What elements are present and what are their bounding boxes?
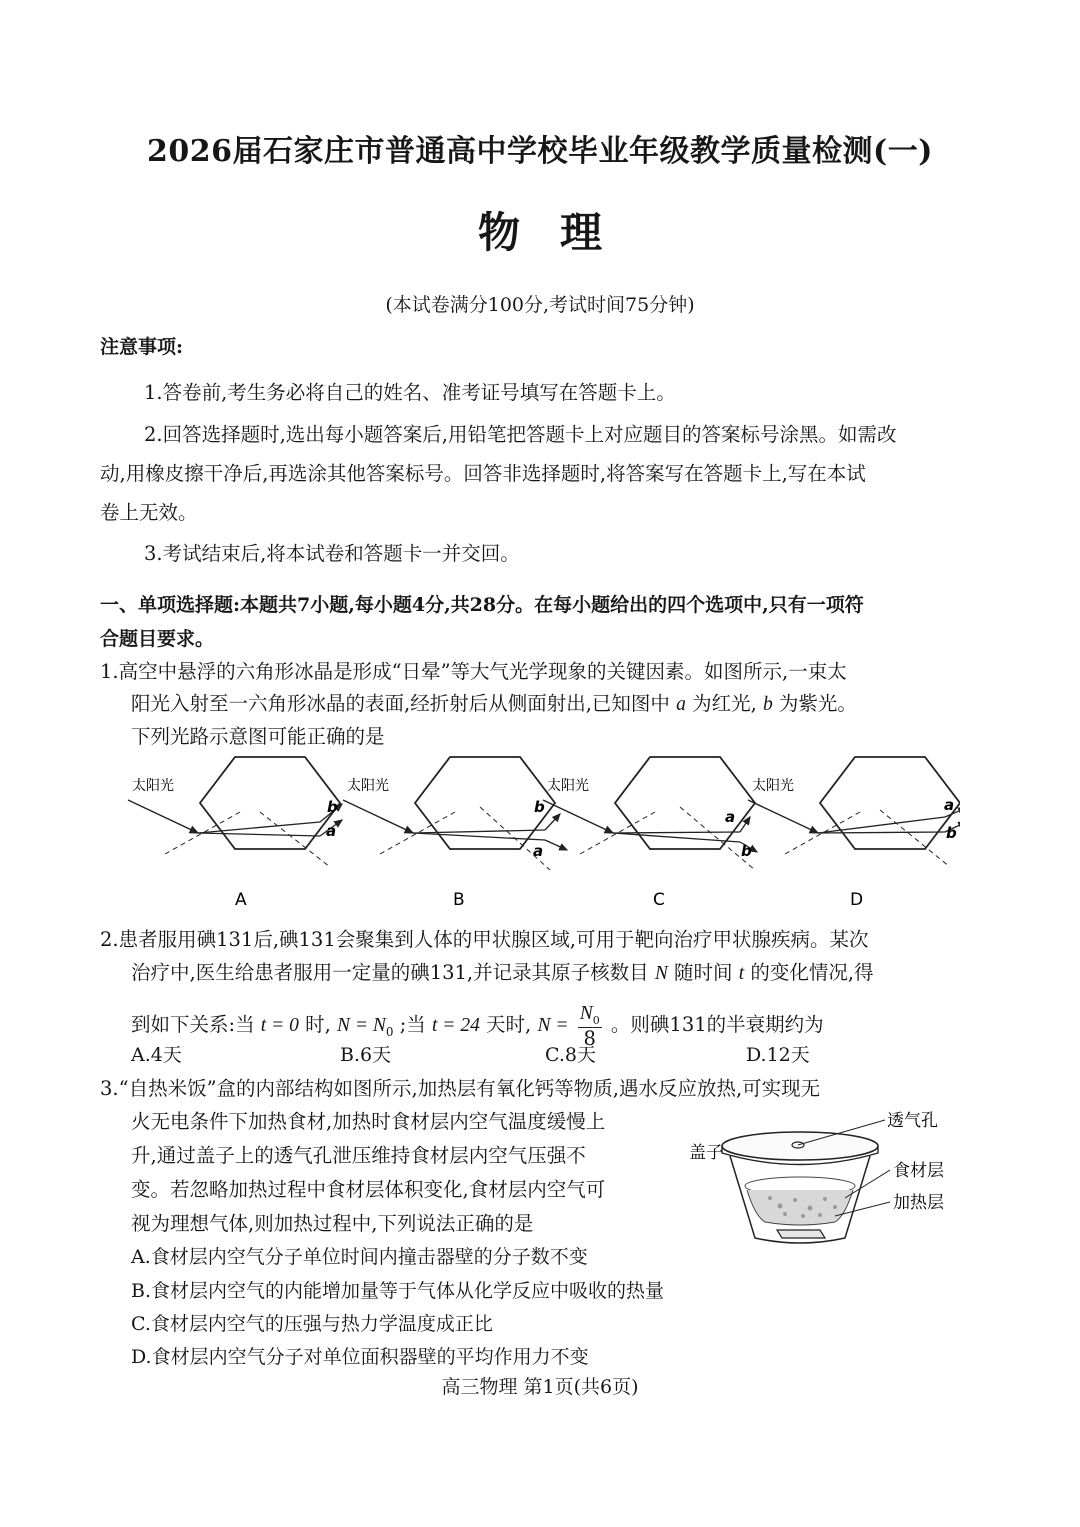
- q3-line4: 变。若忽略加热过程中食材层体积变化,食材层内空气可: [131, 1178, 606, 1201]
- self-heating-box-figure: [685, 1098, 975, 1258]
- q3-option-b: B.食材层内空气的内能增加量等于气体从化学反应中吸收的热量: [131, 1280, 665, 1302]
- notice-item-2-end: 卷上无效。: [100, 501, 198, 524]
- notice-item-2-cont: 动,用橡皮擦干净后,再选涂其他答案标号。回答非选择题时,将答案写在答题卡上,写在本试: [100, 462, 866, 485]
- half-fraction: $\frac{N_0}{8}$: [579, 1003, 600, 1050]
- q3-line2: 火无电条件下加热食材,加热时食材层内空气温度缓慢上: [131, 1110, 606, 1133]
- section-heading-cont: 合题目要求。: [100, 628, 215, 650]
- figure-c-letter: C: [653, 890, 665, 910]
- figure-d: [748, 757, 960, 910]
- notice-heading: 注意事项:: [100, 336, 184, 358]
- heating-layer-label: 加热层: [893, 1193, 944, 1213]
- figure-c-bottom-label: b: [741, 842, 752, 860]
- figure-a-sun-label: 太阳光: [132, 778, 174, 794]
- q3-option-a: A.食材层内空气分子单位时间内撞击器壁的分子数不变: [131, 1246, 588, 1268]
- q1-line2: 阳光入射至一六角形冰晶的表面,经折射后从侧面射出,已知图中 a 为红光, b 为紫光。: [131, 692, 857, 715]
- figure-d-letter: D: [850, 890, 864, 910]
- notice-item-1: 1.答卷前,考生务必将自己的姓名、准考证号填写在答题卡上。: [144, 381, 676, 404]
- food-layer-label: 食材层: [893, 1161, 944, 1181]
- figure-d-bottom-label: b: [946, 824, 957, 842]
- q2-line2: 治疗中,医生给患者服用一定量的碘131,并记录其原子核数目 N 随时间 t 的变化情况,得: [131, 961, 874, 984]
- notice-item-3: 3.考试结束后,将本试卷和答题卡一并交回。: [144, 542, 520, 565]
- q2-option-b: B.6天: [340, 1044, 392, 1066]
- q3-line1: 3.“自热米饭”盒的内部结构如图所示,加热层有氧化钙等物质,遇水反应放热,可实现无: [100, 1077, 821, 1100]
- q3-option-d: D.食材层内空气分子对单位面积器壁的平均作用力不变: [131, 1346, 589, 1368]
- q1-figures: [120, 752, 960, 912]
- figure-a-bottom-label: a: [326, 822, 337, 840]
- figure-a-top-label: b: [327, 798, 338, 816]
- figure-d-sun-label: 太阳光: [752, 778, 794, 794]
- figure-a-letter: A: [235, 890, 247, 910]
- q1-line1: 1.高空中悬浮的六角形冰晶是形成“日晕”等大气光学现象的关键因素。如图所示,一束太: [100, 660, 847, 683]
- figure-c-top-label: a: [725, 808, 736, 826]
- q2-option-a: A.4天: [131, 1044, 182, 1066]
- figure-c-sun-label: 太阳光: [547, 778, 589, 794]
- page-footer: 高三物理 第1页(共6页): [441, 1376, 639, 1398]
- figure-b: [343, 757, 567, 910]
- figure-a: [128, 757, 342, 910]
- lid-label: 盖子: [689, 1143, 723, 1163]
- q3-line5: 视为理想气体,则加热过程中,下列说法正确的是: [131, 1212, 534, 1235]
- figure-d-top-label: a: [944, 796, 955, 814]
- q2-option-d: D.12天: [746, 1044, 810, 1066]
- q1-line3: 下列光路示意图可能正确的是: [131, 725, 385, 748]
- q3-line3: 升,通过盖子上的透气孔泄压维持食材层内空气压强不: [131, 1144, 586, 1167]
- vent-label: 透气孔: [887, 1111, 938, 1131]
- score-info: (本试卷满分100分,考试时间75分钟): [385, 294, 695, 316]
- q2-line1: 2.患者服用碘131后,碘131会聚集到人体的甲状腺区域,可用于靶向治疗甲状腺疾病。某次: [100, 928, 869, 951]
- figure-b-sun-label: 太阳光: [347, 778, 389, 794]
- q2-line3: 到如下关系:当 t = 0 时, $N = N_0$ ;当 t = 24 天时, N = $\frac{N_0}{8}$ 。则碘131的半衰期约为: [131, 1003, 824, 1050]
- figure-c: [543, 757, 757, 910]
- q2-option-c: C.8天: [545, 1044, 596, 1066]
- exam-title: 2026届石家庄市普通高中学校毕业年级教学质量检测(一): [147, 134, 933, 169]
- figure-b-top-label: b: [534, 798, 545, 816]
- notice-item-2: 2.回答选择题时,选出每小题答案后,用铅笔把答题卡上对应题目的答案标号涂黑。如需改: [144, 423, 897, 446]
- figure-b-letter: B: [453, 890, 465, 910]
- q3-option-c: C.食材层内空气的压强与热力学温度成正比: [131, 1313, 493, 1335]
- subject-title: 物理: [477, 208, 642, 257]
- figure-b-bottom-label: a: [533, 842, 544, 860]
- section-heading: 一、单项选择题:本题共7小题,每小题4分,共28分。在每小题给出的四个选项中,只有一项符: [100, 594, 864, 616]
